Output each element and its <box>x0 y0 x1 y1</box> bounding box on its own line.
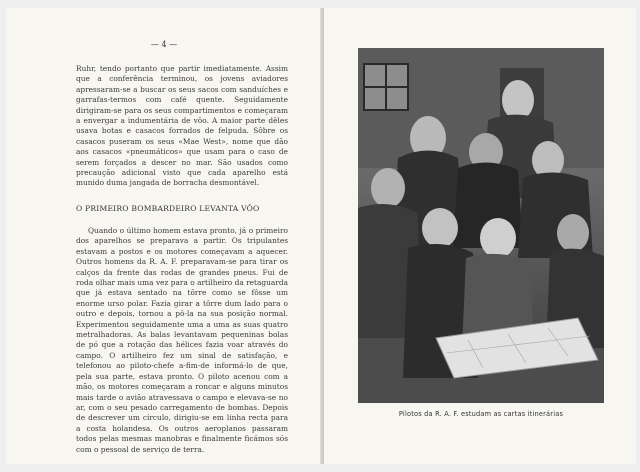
paragraph: Quando o último homem estava pronto, já o primeiro dos aparelhos se preparava a partir. Os tripulantes estavam a postos e os motores começavam a aquecer. Outros homens da R. A. F. preparavam-se para tirar os calços da frente das rodas de grandes pneus. Fui de roda olhar mais uma vez para o artilheiro da retaguarda que já estava sentado na tôrre como se fôsse um enorme urso polar. Fazia girar a tôrre dum lado para o outro e depois, tornou a pô-la na sua posição normal. Experimentou seguidamente uma a uma as suas quatro metralhadoras. As balas levantavam pequeninas bolas de pó que a rotação das hélices fazia voar através do campo. O artilheiro fez um sinal de satisfação, e telefonou ao piloto-chefe a-fim-de informá-lo de que, pela sua parte, estava pronto. O piloto acenou com a mão, os motores começaram a roncar e alguns minutos mais tarde o avião atravessava o campo e elevava-se no ar, com o seu pesado carregamento de bombas. Depois de descrever um círculo, dirigiu-se em linha recta para a costa holandesa. Os outros aeroplanos passaram todos pelas mesmas manobras e finalmente ficámos sós com o pessoal de serviço de terra. <box>76 226 288 454</box>
window <box>364 64 408 110</box>
body-text-intro <box>76 64 288 189</box>
body-text-section <box>76 226 288 455</box>
page-number: — 4 — <box>150 40 178 49</box>
paragraph: Ruhr, tendo portanto que partir imediatamente. Assim que a conferência terminou, os jovens aviadores apressaram-se a buscar os seus sacos com sanduíches e garrafas-termos com café quente. Seguidamente dirigiram-se para os seus compartimentos e começaram a envergar a indumentária de vôo. A maior parte dêles usava botas e casacos forrados de felpuda. Sôbre os casacos puseram os seus «Mae West», nome que dão aos casacos «pneumáticos» que usam para o caso de serem forçados a descer no mar. São usados como precaução adicional visto que cada aparelho está munido duma jangada de borracha desmontável. <box>76 64 288 188</box>
photo-caption: Pilotos da R. A. F. estudam as cartas itinerárias <box>398 410 564 418</box>
left-page <box>6 8 323 464</box>
photograph-airmen-with-map <box>358 48 604 403</box>
book-spread <box>6 8 636 464</box>
right-page <box>324 8 636 464</box>
section-heading: O PRIMEIRO BOMBARDEIRO LEVANTA VÔO <box>76 204 260 213</box>
